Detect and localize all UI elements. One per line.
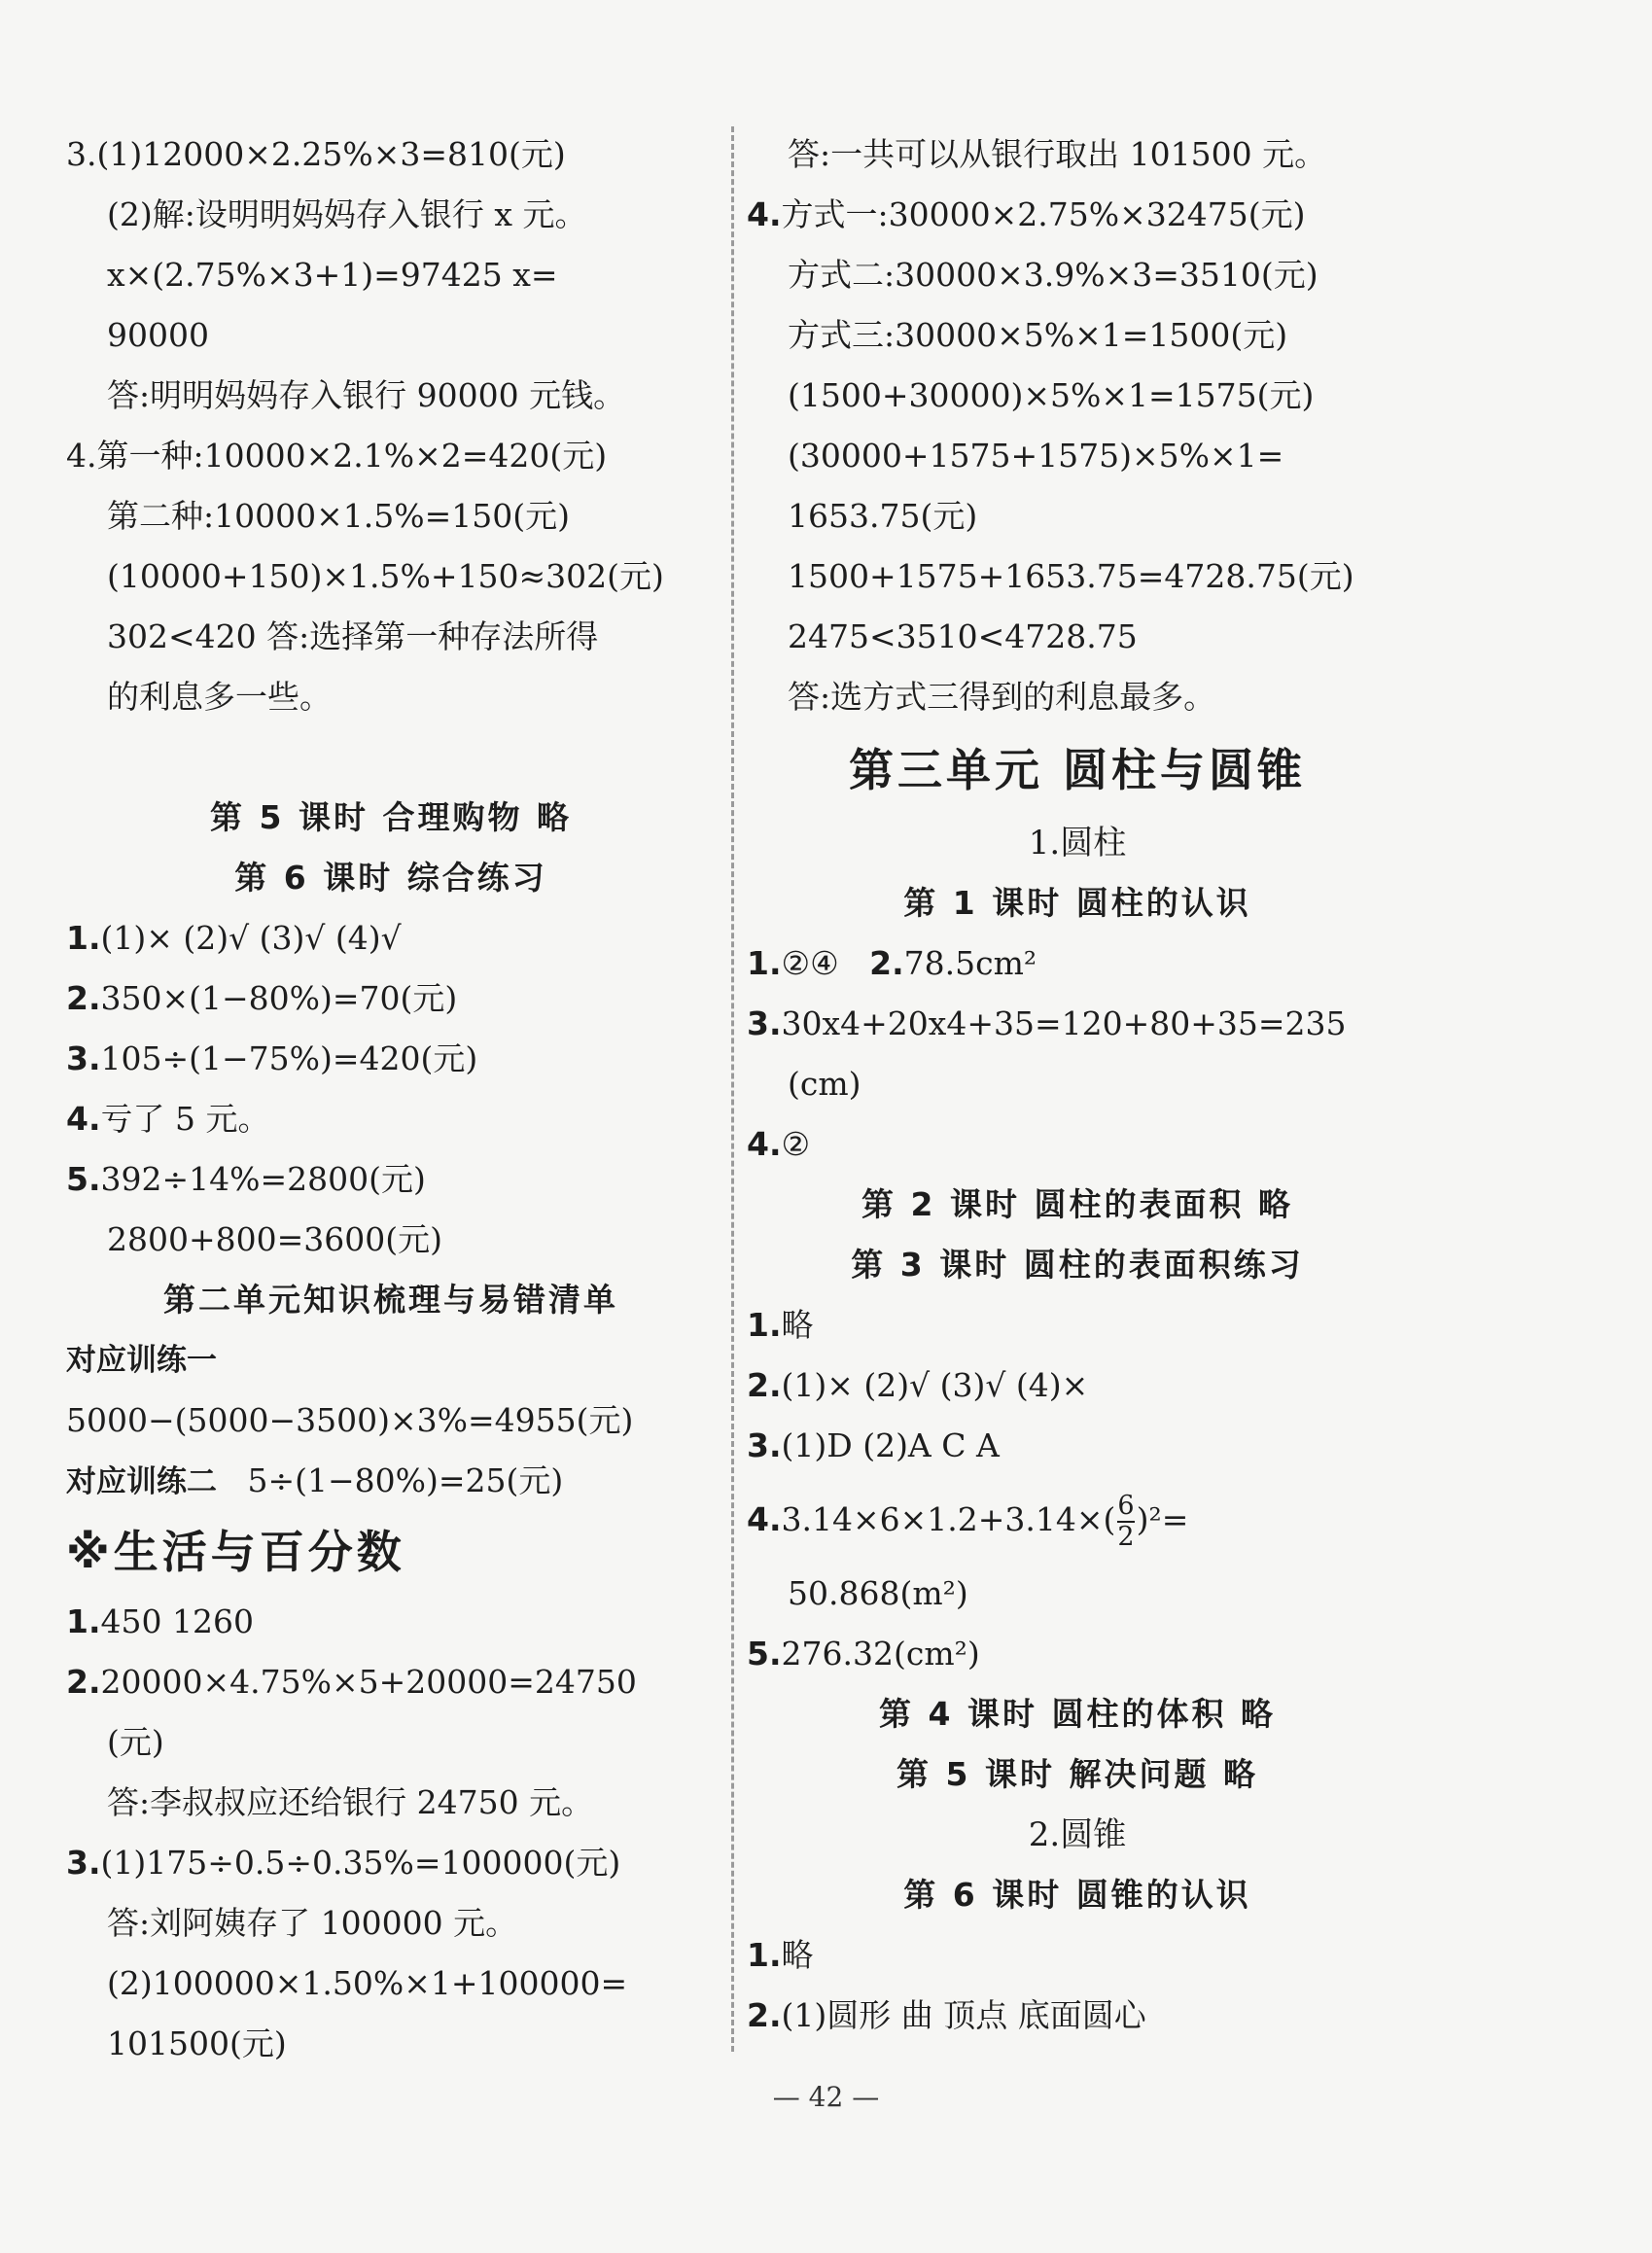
- question-number: 1.: [747, 944, 782, 982]
- question-number: 5.: [747, 1635, 782, 1672]
- question-number: 4.: [747, 1125, 782, 1163]
- lesson-heading: 第 6 课时 综合练习: [234, 859, 547, 897]
- answer-text: ②: [781, 1125, 811, 1163]
- question-number: 2.: [66, 1663, 101, 1701]
- answer-text: 392÷14%=2800(元): [100, 1160, 426, 1198]
- answer-text: 方式一:30000×2.75%×32475(元): [781, 195, 1306, 233]
- subsection-heading: 1.圆柱: [1028, 824, 1127, 862]
- answer-line: (1500+30000)×5%×1=1575(元): [788, 376, 1315, 414]
- answer-line: 5000−(5000−3500)×3%=4955(元): [66, 1401, 634, 1439]
- fraction-numerator: 6: [1117, 1491, 1135, 1521]
- answer-text: 350×(1−80%)=70(元): [100, 979, 458, 1017]
- answer-line: 3.(1)12000×2.25%×3=810(元): [66, 135, 566, 173]
- answer-text: (1)× (2)√ (3)√ (4)×: [781, 1366, 1089, 1404]
- answer-line: 方式三:30000×5%×1=1500(元): [788, 316, 1288, 354]
- answer-text: 3.14×6×1.2+3.14×(: [781, 1500, 1116, 1538]
- answer-line: (cm): [788, 1065, 861, 1103]
- question-number: 1.: [66, 919, 101, 957]
- answer-text: 5÷(1−80%)=25(元): [247, 1461, 564, 1499]
- lesson-heading: 第 3 课时 圆柱的表面积练习: [851, 1246, 1304, 1284]
- answer-line: 1653.75(元): [788, 497, 978, 535]
- answer-text: 276.32(cm²): [781, 1635, 980, 1672]
- lesson-heading: 第 2 课时 圆柱的表面积 略: [861, 1185, 1293, 1223]
- question-number: 1.: [747, 1306, 782, 1344]
- answer-line: 第二种:10000×1.5%=150(元): [107, 497, 570, 535]
- answer-line: 答:一共可以从银行取出 101500 元。: [788, 135, 1327, 173]
- answer-text: (1)圆形 曲 顶点 底面圆心: [781, 1996, 1146, 2034]
- training-label: 对应训练一: [66, 1343, 217, 1378]
- answer-line: 的利息多一些。: [107, 678, 332, 716]
- answer-text: (1)× (2)√ (3)√ (4)√: [100, 919, 402, 957]
- answer-text: 略: [781, 1936, 814, 1974]
- lesson-heading: 第 1 课时 圆柱的认识: [903, 884, 1251, 922]
- fraction-denominator: 2: [1117, 1522, 1135, 1552]
- question-number: 2.: [869, 944, 904, 982]
- question-number: 2.: [747, 1996, 782, 2034]
- answer-text: 30x4+20x4+35=120+80+35=235: [781, 1004, 1347, 1042]
- lesson-heading: 第 4 课时 圆柱的体积 略: [879, 1695, 1276, 1733]
- answer-text: (1)175÷0.5÷0.35%=100000(元): [100, 1844, 621, 1882]
- answer-line: 答:选方式三得到的利息最多。: [788, 678, 1216, 716]
- training-label: 对应训练二: [66, 1464, 217, 1499]
- right-column: [747, 124, 1408, 2046]
- answer-line: 50.868(m²): [788, 1574, 968, 1612]
- question-number: 5.: [66, 1160, 101, 1198]
- answer-text: 450 1260: [100, 1602, 254, 1640]
- answer-text: 略: [781, 1306, 814, 1344]
- answer-line: 1500+1575+1653.75=4728.75(元): [788, 557, 1354, 595]
- question-number: 4.: [747, 195, 782, 233]
- answer-line: (元): [107, 1723, 164, 1761]
- answer-text: (1)D (2)A C A: [781, 1426, 1000, 1464]
- question-number: 1.: [66, 1602, 101, 1640]
- question-number: 3.: [747, 1426, 782, 1464]
- answer-line: 方式二:30000×3.9%×3=3510(元): [788, 256, 1318, 294]
- answer-text: 亏了 5 元。: [100, 1100, 270, 1138]
- answer-text: )²=: [1136, 1500, 1189, 1538]
- answer-line: (10000+150)×1.5%+150≈302(元): [107, 557, 664, 595]
- answer-line: 答:明明妈妈存入银行 90000 元钱。: [107, 376, 626, 414]
- question-number: 3.: [747, 1004, 782, 1042]
- answer-line: 2475<3510<4728.75: [788, 617, 1138, 655]
- answer-line: (30000+1575+1575)×5%×1=: [788, 437, 1284, 475]
- fraction: [1117, 1492, 1134, 1552]
- answer-line: (2)100000×1.50%×1+100000=: [107, 1964, 628, 2002]
- subsection-heading: 2.圆锥: [1028, 1815, 1127, 1854]
- page-number: — 42 —: [772, 2081, 880, 2113]
- question-number: 4.: [747, 1500, 782, 1538]
- unit-heading: 第三单元 圆柱与圆锥: [848, 744, 1306, 796]
- answer-text: 78.5cm²: [903, 944, 1037, 982]
- question-number: 2.: [747, 1366, 782, 1404]
- answer-line: 答:李叔叔应还给银行 24750 元。: [107, 1783, 594, 1821]
- answer-line: 4.第一种:10000×2.1%×2=420(元): [66, 437, 608, 475]
- answer-text: 20000×4.75%×5+20000=24750: [100, 1663, 637, 1701]
- section-heading: 第二单元知识梳理与易错清单: [163, 1281, 618, 1319]
- answer-line: x×(2.75%×3+1)=97425 x=: [107, 256, 558, 294]
- lesson-heading: 第 6 课时 圆锥的认识: [903, 1876, 1251, 1914]
- column-divider: [731, 126, 734, 2052]
- question-number: 1.: [747, 1936, 782, 1974]
- question-number: 3.: [66, 1844, 101, 1882]
- lesson-heading: 第 5 课时 解决问题 略: [896, 1755, 1258, 1793]
- question-number: 2.: [66, 979, 101, 1017]
- answer-line: 101500(元): [107, 2024, 287, 2062]
- answer-line: 90000: [107, 316, 209, 354]
- question-number: 4.: [66, 1100, 101, 1138]
- lesson-heading: 第 5 课时 合理购物 略: [210, 798, 572, 836]
- answer-line: 2800+800=3600(元): [107, 1220, 443, 1258]
- left-column: [66, 124, 716, 2074]
- answer-text: 105÷(1−75%)=420(元): [100, 1039, 478, 1077]
- answer-line: 302<420 答:选择第一种存法所得: [107, 617, 599, 655]
- answer-line: (2)解:设明明妈妈存入银行 x 元。: [107, 195, 587, 233]
- answer-line: 答:刘阿姨存了 100000 元。: [107, 1904, 518, 1942]
- question-number: 3.: [66, 1039, 101, 1077]
- answer-text: ②④: [781, 944, 839, 982]
- chapter-heading: ※生活与百分数: [66, 1526, 405, 1578]
